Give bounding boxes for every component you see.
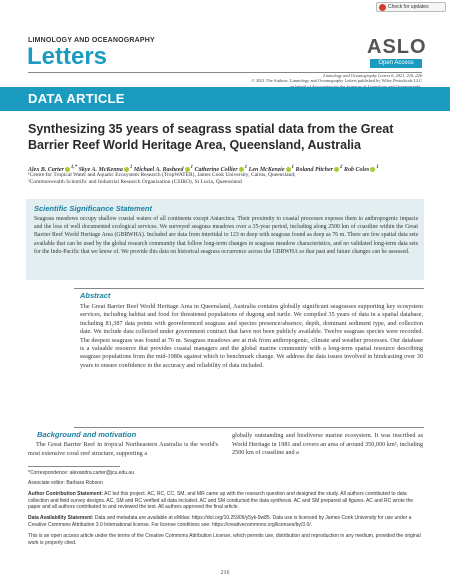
article-title: Synthesizing 35 years of seagrass spatial data from the Great Barrier Reef World Heritage Area, Queensland, Australia — [28, 122, 394, 152]
associate-editor-note: Associate editor: Barbara Robson — [28, 480, 103, 486]
significance-title: Scientific Significance Statement — [34, 204, 152, 213]
footnote-divider — [28, 466, 120, 467]
journal-name-top: LIMNOLOGY AND OCEANOGRAPHY — [28, 37, 155, 44]
author-affiliation-mark: 2 — [340, 165, 343, 170]
page-number: 216 — [220, 570, 230, 576]
affiliations — [28, 172, 423, 186]
das-label: Data Availability Statement: — [28, 515, 94, 521]
data-availability-statement — [28, 515, 423, 528]
author-affiliation-mark: 1,* — [70, 165, 78, 170]
meta-line-citation: Limnology and Oceanography Letters 6, 2021, 216–226 — [323, 73, 422, 78]
check-for-updates-button[interactable] — [376, 2, 446, 12]
check-for-updates-label: Check for updates — [388, 4, 429, 10]
meta-line-copyright: © 2021 The Authors. Limnology and Oceanography Letters published by Wiley Periodicals LLC — [251, 78, 422, 84]
correspondence-note[interactable]: *Correspondence: alexandra.carter@jcu.edu.au — [28, 470, 134, 476]
abstract-top-divider — [74, 288, 424, 289]
article-type-label: DATA ARTICLE — [28, 91, 125, 106]
author-name[interactable]: Alex B. Carter — [28, 167, 64, 173]
author-name[interactable]: Len McKenzie — [248, 167, 285, 173]
affiliation-2: ²Commonwealth Scientific and Industrial Research Organization (CSIRO), St Lucia, Queensland — [28, 179, 242, 185]
author-name[interactable]: Rob Coles — [344, 167, 370, 173]
abstract-bottom-divider — [74, 427, 424, 428]
acs-text: AC led this project. AC, RC, CC, SM, and MR came up with the research question and designed the study. All authors contributed to data collection and field survey designs. AC, SM and RC verified all data included. AC and SM conducted the data synthesis. AC and SM prepared all figures. AC and RC wrote the paper and all authors contributed to and reviewed the text. All authors approved the final article. — [28, 491, 414, 510]
background-right-column: globally outstanding and biodiverse marine ecosystem. It was inscribed as World Heritage in 1981 and covers an area of around 350,000 km², including 2500 km of coastline and a — [232, 432, 423, 456]
author-affiliation-mark: 1 — [291, 165, 295, 170]
open-access-badge[interactable]: Open Access — [370, 59, 422, 68]
background-heading: Background and motivation — [37, 430, 137, 439]
author-affiliation-mark: 1 — [129, 165, 133, 170]
journal-name-main: Letters — [27, 43, 108, 70]
abstract-title: Abstract — [80, 291, 111, 300]
author-name[interactable]: Catherine Collier — [194, 167, 238, 173]
acs-label: Author Contribution Statement: — [28, 491, 103, 497]
license-note: This is an open access article under the terms of the Creative Commons Attribution License, which permits use, distribution and reproduction in any medium, provided the original work is properly cited. — [28, 533, 421, 546]
das-text[interactable]: Data and metadata are available at eMdas: https://doi.org/10.25909/y5yk-9w85. Data use is licensed by James Cook University for use under a Creative Commons Attribution 3.0 International license. For license conditions see: https://creativecommons.org/licenses/by/3.0/. — [28, 515, 412, 528]
update-icon — [379, 4, 386, 11]
author-contribution-statement — [28, 491, 423, 511]
author-affiliation-mark: 1 — [244, 165, 248, 170]
author-affiliation-mark: 1 — [376, 165, 379, 170]
author-affiliation-mark: 1 — [190, 165, 193, 170]
background-left-column: The Great Barrier Reef in tropical Northeastern Australia is the world's most extensive coral reef structure, supporting a — [28, 441, 218, 457]
author-name[interactable]: Skye A. McKenna — [78, 167, 123, 173]
author-name[interactable]: Michael A. Rasheed — [133, 167, 184, 173]
author-name[interactable]: Roland Pitcher — [295, 167, 334, 173]
affiliation-1: ¹Centre for Tropical Water and Aquatic Ecosystem Research (TropWATER), James Cook University, Cairns, Queensland; — [28, 172, 296, 178]
abstract-body: The Great Barrier Reef World Heritage Area in Queensland, Australia contains globally significant seagrasses supporting key ecosystem services, including habitat and food for threatened populations of dugong and turtle. We compiled 35 years of data in a spatial database, including 81,387 data points with georeferenced seagrass and species presence/absence, depth, dominant sediment type, and collection date. We include data collected under government contract that have not been publicly available. Twelve seagrass species were recorded. The deepest seagrass was found at 76 m. Seagrass meadows are at risk from anthropogenic, climate and weather processes. Our database is a valuable resource that provides coastal managers and the global marine community with a long-term spatial resource describing seagrass populations from the mid-1980s against which to benchmark change. We address the data issues involved in hindcasting over 30 years to ensure confidence in the accuracy and reliability of data included. — [80, 303, 423, 369]
significance-body: Seagrass meadows occupy shallow coastal waters of all continents except Antarctica. Their proximity to coastal processes exposes them to anthropogenic impacts and the loss of well documented ecological services. We surveyed seagrass meadows over a 35-year period, including along 2500 km of coastline within the Great Barrier Reef World Heritage Area (GBRWHA). Included are data from intertidal to 123 m deep with seagrass found as deep as 76 m. There are few spatial data sets available that can be used by the global research community that follow long-term changes in seagrass meadow characteristics, and no validated long-term data sets for the Indo-Pacific that we know of. We provide this data on historical seagrass occurrence across the GBRWHA so that past and future changes can be assessed. — [34, 216, 418, 255]
aslo-logo: ASLO — [367, 36, 427, 58]
